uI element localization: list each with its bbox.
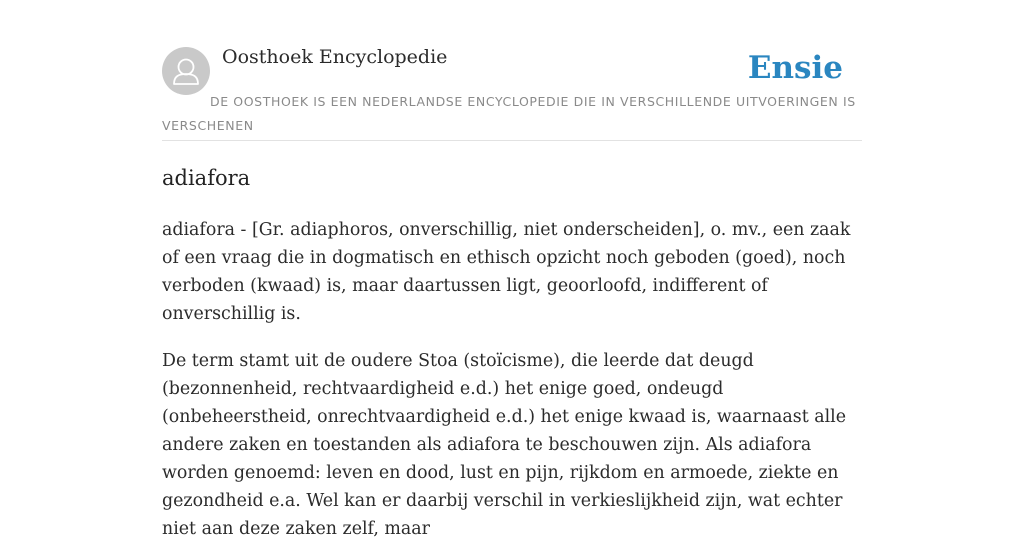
site-name[interactable]: Oosthoek Encyclopedie [222, 46, 448, 68]
brand-logo[interactable]: Ensie [747, 50, 843, 86]
user-icon [162, 47, 210, 95]
site-tagline: DE OOSTHOEK IS EEN NEDERLANDSE ENCYCLOPEDIE DIE IN VERSCHILLENDE UITVOERINGEN IS VERSCHENEN [162, 94, 856, 133]
article [162, 162, 862, 543]
site-header [162, 0, 862, 141]
article-title: adiafora [162, 166, 251, 190]
article-paragraph: De term stamt uit de oudere Stoa (stoïcisme), die leerde dat deugd (bezonnenheid, rechtvaardigheid e.d.) het enige goed, ondeugd (onbeheerstheid, onrechtvaardigheid e.d.) het enige kwaad is, waarnaast alle andere zaken en toestanden als adiafora te beschouwen zijn. Als adiafora worden genoemd: leven en dood, lust en pijn, rijkdom en armoede, ziekte en gezondheid e.a. Wel kan er daarbij verschil in verkieslijkheid zijn, wat echter niet aan deze zaken zelf, maar [162, 351, 847, 539]
article-paragraph: adiafora - [Gr. adiaphoros, onverschillig, niet onderscheiden], o. mv., een zaak of een vraag die in dogmatisch en ethisch opzicht noch geboden (goed), noch verboden (kwaad) is, maar daartussen ligt, geoorloofd, indifferent of onverschillig is. [162, 220, 851, 324]
avatar[interactable] [162, 47, 210, 95]
